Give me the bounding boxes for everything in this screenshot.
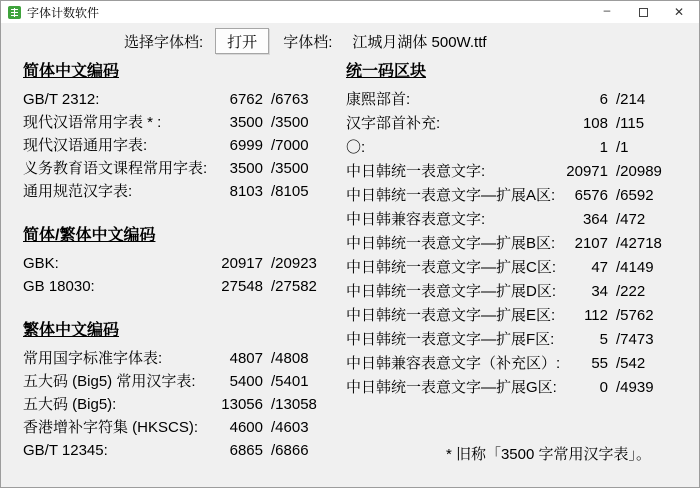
right-column bbox=[346, 61, 674, 400]
row-count: 27548 bbox=[221, 278, 263, 295]
row-total: /214 bbox=[616, 91, 646, 108]
titlebar bbox=[1, 1, 699, 23]
row-count: 20971 bbox=[566, 163, 608, 180]
table-row bbox=[346, 136, 674, 160]
row-total: /13058 bbox=[271, 396, 317, 413]
minimize-button[interactable] bbox=[589, 1, 625, 23]
close-button[interactable] bbox=[661, 1, 697, 23]
table-row bbox=[23, 347, 329, 370]
row-total: /3500 bbox=[271, 114, 309, 131]
table-row bbox=[23, 180, 329, 203]
row-label: 五大码 (Big5): bbox=[23, 396, 117, 413]
table-row bbox=[346, 112, 674, 136]
footnote: * 旧称「3500 字常用汉字表」。 bbox=[445, 446, 651, 463]
row-label: 中日韩统一表意文字—扩展A区: bbox=[346, 187, 556, 204]
section-heading: 简体/繁体中文编码 bbox=[23, 227, 156, 244]
row-total: /115 bbox=[616, 115, 645, 132]
table-row bbox=[23, 88, 329, 111]
row-count: 55 bbox=[591, 355, 608, 372]
table-row bbox=[23, 439, 329, 462]
row-count: 6576 bbox=[574, 187, 608, 204]
row-count: 5 bbox=[599, 331, 608, 348]
table-row bbox=[346, 328, 674, 352]
table-row bbox=[346, 352, 674, 376]
row-total: /6866 bbox=[271, 442, 309, 459]
table-row bbox=[23, 111, 329, 134]
row-label: 康熙部首: bbox=[346, 91, 411, 108]
row-total: /4149 bbox=[616, 259, 654, 276]
open-button[interactable]: 打开 bbox=[215, 28, 269, 54]
row-label: 五大码 (Big5) 常用汉字表: bbox=[23, 373, 196, 390]
row-label: 香港增补字符集 (HKSCS): bbox=[23, 419, 199, 436]
section-traditional-encoding bbox=[23, 320, 329, 462]
table-row bbox=[23, 370, 329, 393]
row-count: 5400 bbox=[229, 373, 263, 390]
row-total: /20923 bbox=[271, 255, 317, 272]
row-count: 6 bbox=[599, 91, 608, 108]
row-total: /4939 bbox=[616, 379, 654, 396]
row-label: 中日韩统一表意文字—扩展C区: bbox=[346, 259, 557, 276]
row-count: 364 bbox=[582, 211, 608, 228]
row-count: 112 bbox=[584, 307, 608, 324]
row-total: /7473 bbox=[616, 331, 654, 348]
row-count: 20917 bbox=[221, 255, 263, 272]
row-label: 中日韩兼容表意文字（补充区）: bbox=[346, 355, 561, 372]
font-file-name: 江城月湖体 500W.ttf bbox=[352, 33, 487, 51]
table-row bbox=[346, 256, 674, 280]
row-label: GBK: bbox=[23, 255, 59, 272]
row-total: /20989 bbox=[616, 163, 662, 180]
table-row bbox=[23, 134, 329, 157]
table-row bbox=[23, 275, 329, 298]
row-total: /5762 bbox=[616, 307, 654, 324]
row-count: 4807 bbox=[229, 350, 263, 367]
row-count: 2107 bbox=[574, 235, 608, 252]
maximize-icon bbox=[639, 8, 648, 17]
row-count: 108 bbox=[582, 115, 608, 132]
window-controls bbox=[589, 1, 697, 23]
table-row bbox=[346, 376, 674, 400]
section-heading: 统一码区块 bbox=[346, 63, 427, 80]
section-heading: 繁体中文编码 bbox=[23, 322, 120, 339]
row-label: 汉字部首补充: bbox=[346, 115, 441, 132]
row-label: 常用国字标准字体表: bbox=[23, 350, 163, 367]
table-row bbox=[346, 184, 674, 208]
row-label: 中日韩统一表意文字—扩展G区: bbox=[346, 379, 557, 396]
row-label: 现代汉语通用字表: bbox=[23, 137, 148, 154]
table-row bbox=[346, 280, 674, 304]
app-icon bbox=[8, 6, 21, 19]
row-total: /4603 bbox=[271, 419, 309, 436]
row-label: GB/T 12345: bbox=[23, 442, 108, 459]
minimize-icon: – bbox=[603, 3, 611, 17]
row-count: 1 bbox=[599, 139, 608, 156]
row-count: 8103 bbox=[229, 183, 263, 200]
table-row bbox=[23, 157, 329, 180]
row-total: /222 bbox=[616, 283, 646, 300]
row-count: 6762 bbox=[229, 91, 263, 108]
row-total: /542 bbox=[616, 355, 646, 372]
row-count: 6999 bbox=[229, 137, 263, 154]
row-total: /8105 bbox=[271, 183, 309, 200]
toolbar bbox=[1, 24, 699, 58]
close-icon: ✕ bbox=[673, 5, 685, 19]
section-heading: 简体中文编码 bbox=[23, 63, 120, 80]
table-row bbox=[23, 416, 329, 439]
row-label: 中日韩统一表意文字—扩展B区: bbox=[346, 235, 556, 252]
table-row bbox=[23, 393, 329, 416]
row-label: 现代汉语常用字表 * : bbox=[23, 114, 162, 131]
row-label: 中日韩统一表意文字—扩展F区: bbox=[346, 331, 555, 348]
left-column bbox=[23, 61, 329, 462]
select-font-label: 选择字体档: bbox=[124, 33, 204, 51]
row-count: 6865 bbox=[229, 442, 263, 459]
row-total: /6763 bbox=[271, 91, 309, 108]
row-total: /3500 bbox=[271, 160, 309, 177]
table-row bbox=[346, 160, 674, 184]
row-label: 〇: bbox=[346, 139, 366, 156]
row-total: /6592 bbox=[616, 187, 654, 204]
row-count: 3500 bbox=[229, 160, 263, 177]
row-count: 4600 bbox=[229, 419, 263, 436]
row-label: 中日韩统一表意文字—扩展D区: bbox=[346, 283, 557, 300]
row-label: GB/T 2312: bbox=[23, 91, 100, 108]
row-total: /7000 bbox=[271, 137, 309, 154]
window-title: 字体计数软件 bbox=[27, 5, 100, 20]
row-count: 13056 bbox=[221, 396, 263, 413]
row-total: /5401 bbox=[271, 373, 309, 390]
row-count: 0 bbox=[599, 379, 608, 396]
row-label: 义务教育语文课程常用字表: bbox=[23, 160, 208, 177]
table-row bbox=[23, 252, 329, 275]
row-label: 中日韩统一表意文字—扩展E区: bbox=[346, 307, 556, 324]
row-label: 中日韩兼容表意文字: bbox=[346, 211, 486, 228]
row-total: /27582 bbox=[271, 278, 317, 295]
table-row bbox=[346, 304, 674, 328]
row-label: GB 18030: bbox=[23, 278, 95, 295]
row-count: 3500 bbox=[229, 114, 263, 131]
row-total: /1 bbox=[616, 139, 629, 156]
row-total: /42718 bbox=[616, 235, 662, 252]
row-label: 通用规范汉字表: bbox=[23, 183, 133, 200]
section-unicode-blocks bbox=[346, 61, 674, 400]
row-count: 47 bbox=[591, 259, 608, 276]
table-row bbox=[346, 208, 674, 232]
row-label: 中日韩统一表意文字: bbox=[346, 163, 486, 180]
row-total: /4808 bbox=[271, 350, 309, 367]
font-file-label: 字体档: bbox=[283, 33, 333, 51]
maximize-button[interactable] bbox=[625, 1, 661, 23]
table-row bbox=[346, 232, 674, 256]
table-row bbox=[346, 88, 674, 112]
row-count: 34 bbox=[591, 283, 608, 300]
row-total: /472 bbox=[616, 211, 646, 228]
section-simplified-traditional-encoding bbox=[23, 225, 329, 298]
section-simplified-encoding bbox=[23, 61, 329, 203]
